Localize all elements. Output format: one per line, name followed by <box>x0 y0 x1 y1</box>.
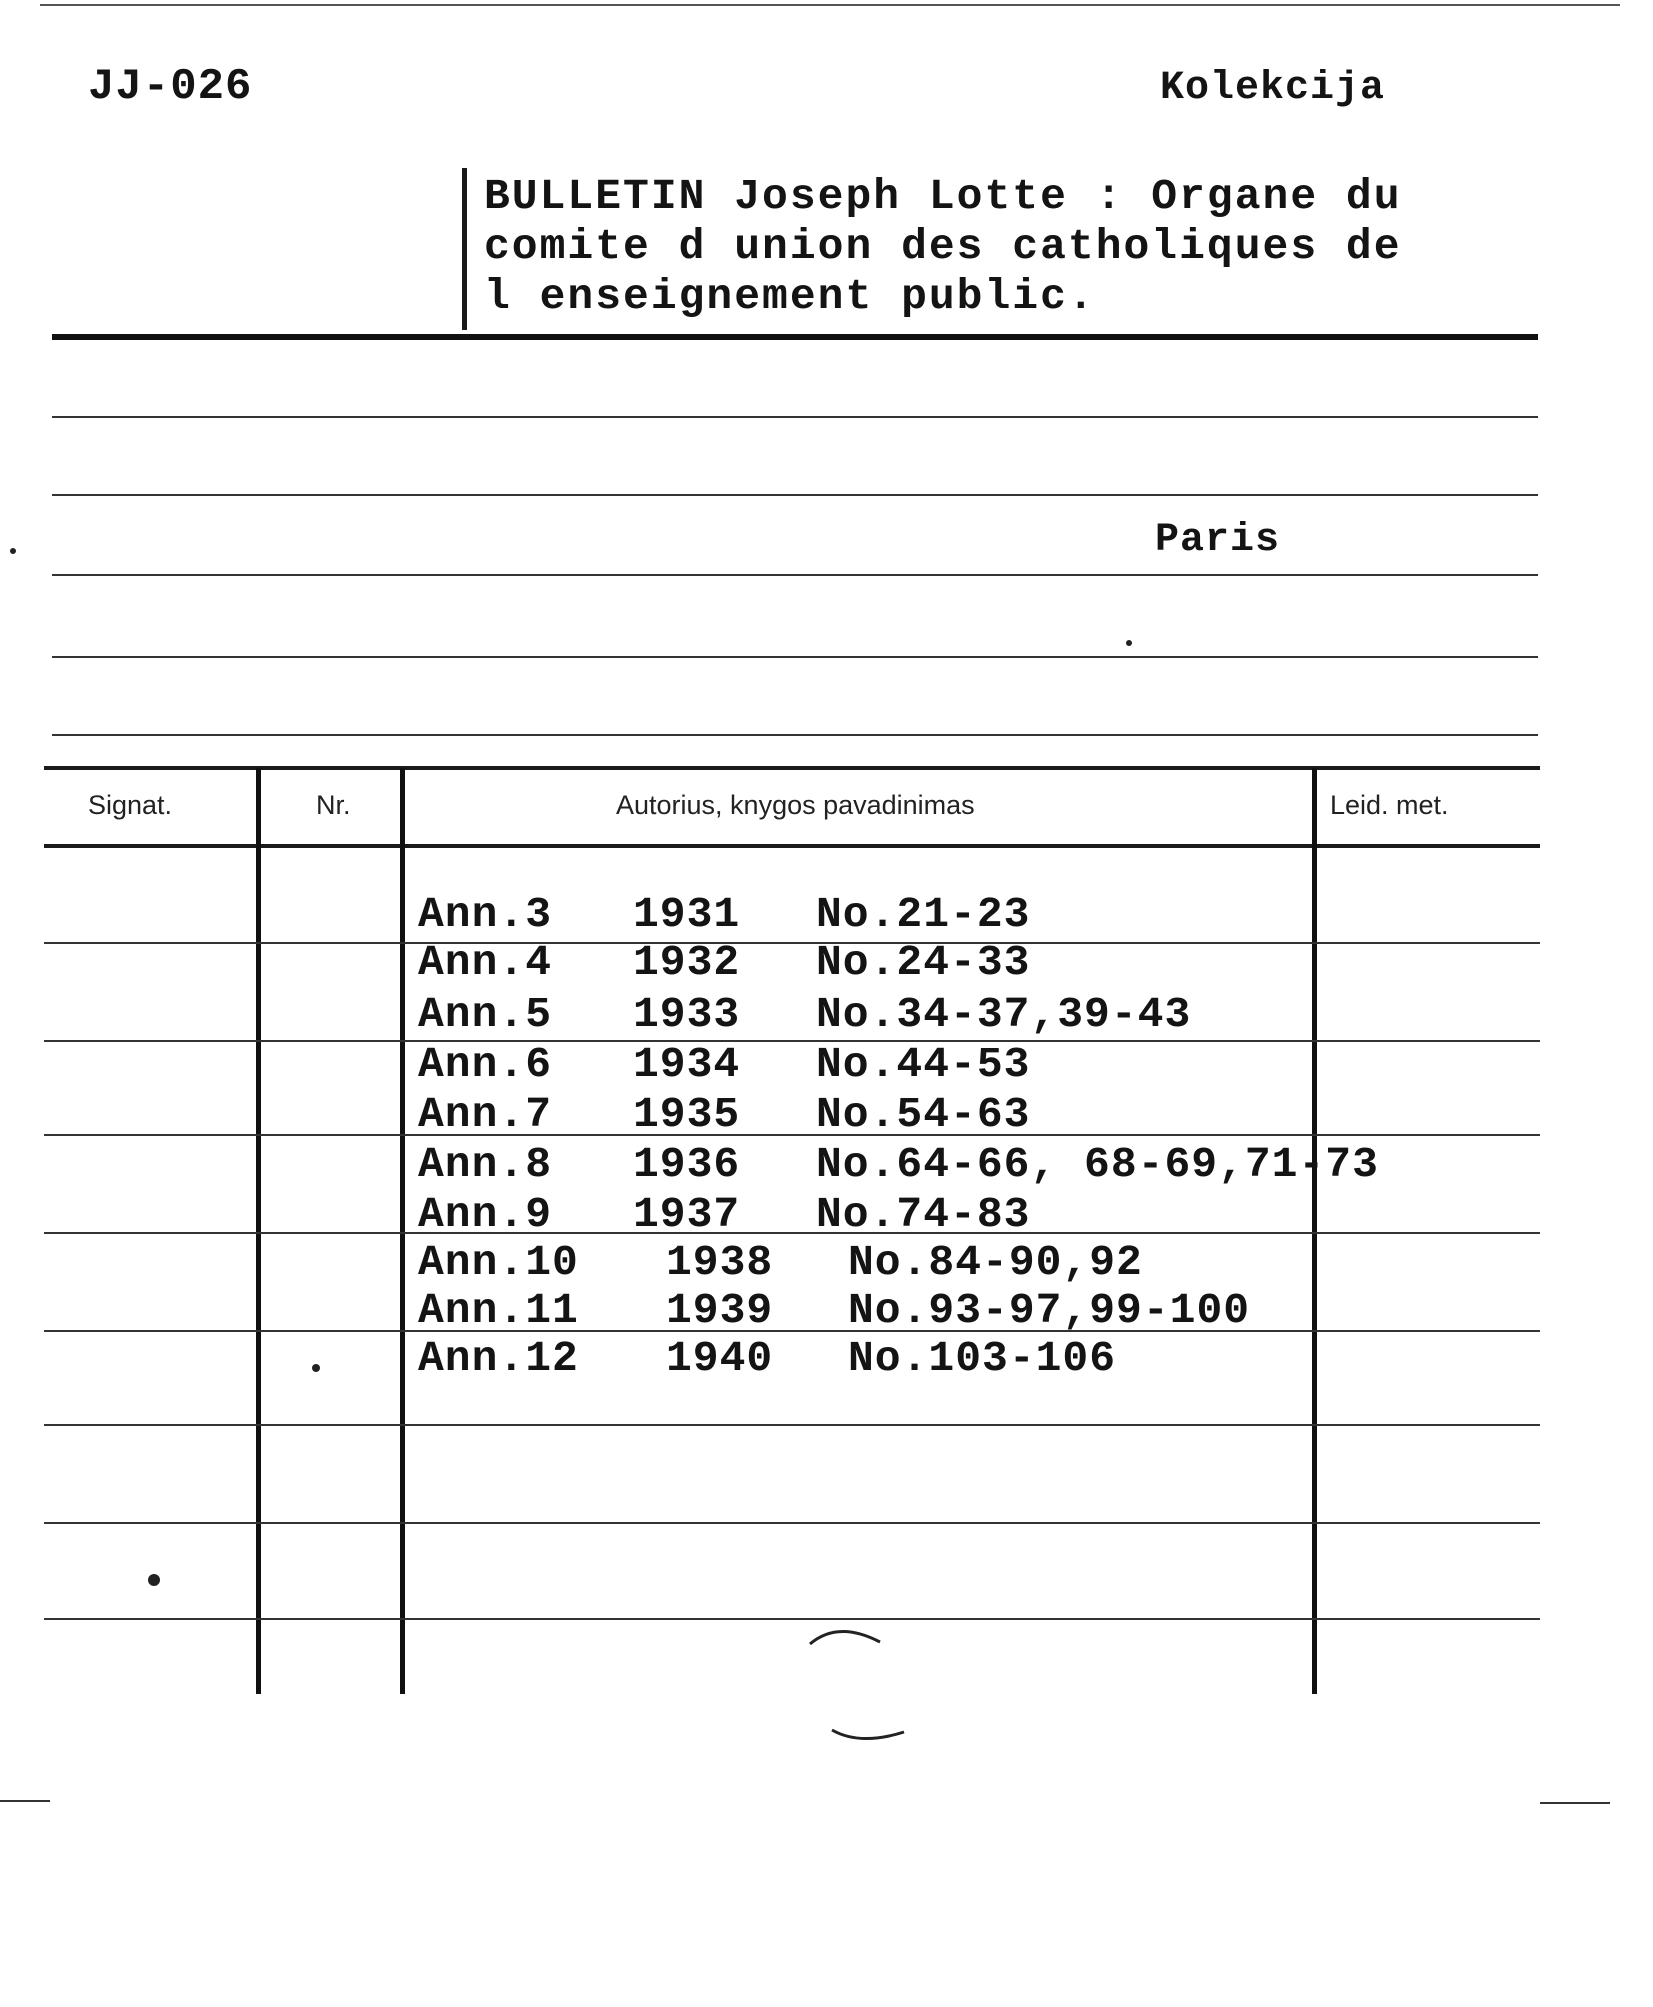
issues: No.44-53 <box>816 1040 1031 1089</box>
ruled-line <box>52 734 1538 736</box>
year: 1932 <box>633 938 741 987</box>
volume: Ann.11 <box>418 1286 579 1335</box>
header-author-title: Autorius, knygos pavadinimas <box>616 790 975 820</box>
header-signature: Signat. <box>88 790 173 820</box>
year: 1936 <box>633 1140 741 1189</box>
ink-dot <box>1126 640 1132 646</box>
issues: No.54-63 <box>816 1090 1031 1139</box>
year: 1935 <box>633 1090 741 1139</box>
column-divider-signature <box>256 768 261 1694</box>
ruled-line <box>52 574 1538 576</box>
year: 1931 <box>633 890 741 939</box>
issues: No.84-90,92 <box>848 1238 1143 1287</box>
card-bottom-edge <box>1540 1802 1610 1804</box>
call-number: JJ-026 <box>88 62 253 112</box>
title-underline <box>52 334 1538 340</box>
volume: Ann.7 <box>418 1090 553 1139</box>
volume: Ann.4 <box>418 938 553 987</box>
issues: No.21-23 <box>816 890 1031 939</box>
issues: No.24-33 <box>816 938 1031 987</box>
year: 1940 <box>666 1334 774 1383</box>
ruled-line <box>52 656 1538 658</box>
volume: Ann.5 <box>418 990 553 1039</box>
volume: Ann.9 <box>418 1190 553 1239</box>
volume: Ann.10 <box>418 1238 579 1287</box>
issues: No.74-83 <box>816 1190 1031 1239</box>
issues: No.64-66, 68-69,71-73 <box>816 1140 1379 1189</box>
year: 1938 <box>666 1238 774 1287</box>
volume: Ann.3 <box>418 890 553 939</box>
issues: No.93-97,99-100 <box>848 1286 1251 1335</box>
year: 1934 <box>633 1040 741 1089</box>
column-divider-number <box>400 768 405 1694</box>
table-ruled-line <box>44 1040 1540 1042</box>
title-line-3: l enseignement public. <box>484 272 1096 321</box>
title-line-2: comite d union des catholiques de <box>484 222 1402 271</box>
publication-place: Paris <box>1155 518 1281 563</box>
pencil-arc-marks <box>800 1610 920 1750</box>
title-margin-bar <box>462 168 467 330</box>
header-year: Leid. met. <box>1330 790 1449 820</box>
title-line-1: BULLETIN Joseph Lotte : Organe du <box>484 172 1402 221</box>
table-ruled-line <box>44 1618 1540 1620</box>
year: 1937 <box>633 1190 741 1239</box>
ink-dot <box>148 1574 160 1586</box>
year: 1939 <box>666 1286 774 1335</box>
ink-dot <box>312 1364 320 1372</box>
ruled-line <box>52 494 1538 496</box>
table-ruled-line <box>44 1134 1540 1136</box>
volume: Ann.6 <box>418 1040 553 1089</box>
ruled-line <box>52 416 1538 418</box>
table-ruled-line <box>44 1424 1540 1426</box>
table-ruled-line <box>44 1330 1540 1332</box>
header-number: Nr. <box>316 790 351 820</box>
table-ruled-line <box>44 942 1540 944</box>
year: 1933 <box>633 990 741 1039</box>
table-ruled-line <box>44 1232 1540 1234</box>
issues: No.103-106 <box>848 1334 1117 1383</box>
volume: Ann.8 <box>418 1140 553 1189</box>
table-ruled-line <box>44 1522 1540 1524</box>
column-divider-year <box>1312 768 1317 1694</box>
issues: No.34-37,39-43 <box>816 990 1192 1039</box>
ink-dot <box>10 548 16 554</box>
collection-label: Kolekcija <box>1160 66 1386 111</box>
volume: Ann.12 <box>418 1334 579 1383</box>
card-top-edge <box>40 4 1620 6</box>
card-bottom-edge <box>0 1800 50 1802</box>
